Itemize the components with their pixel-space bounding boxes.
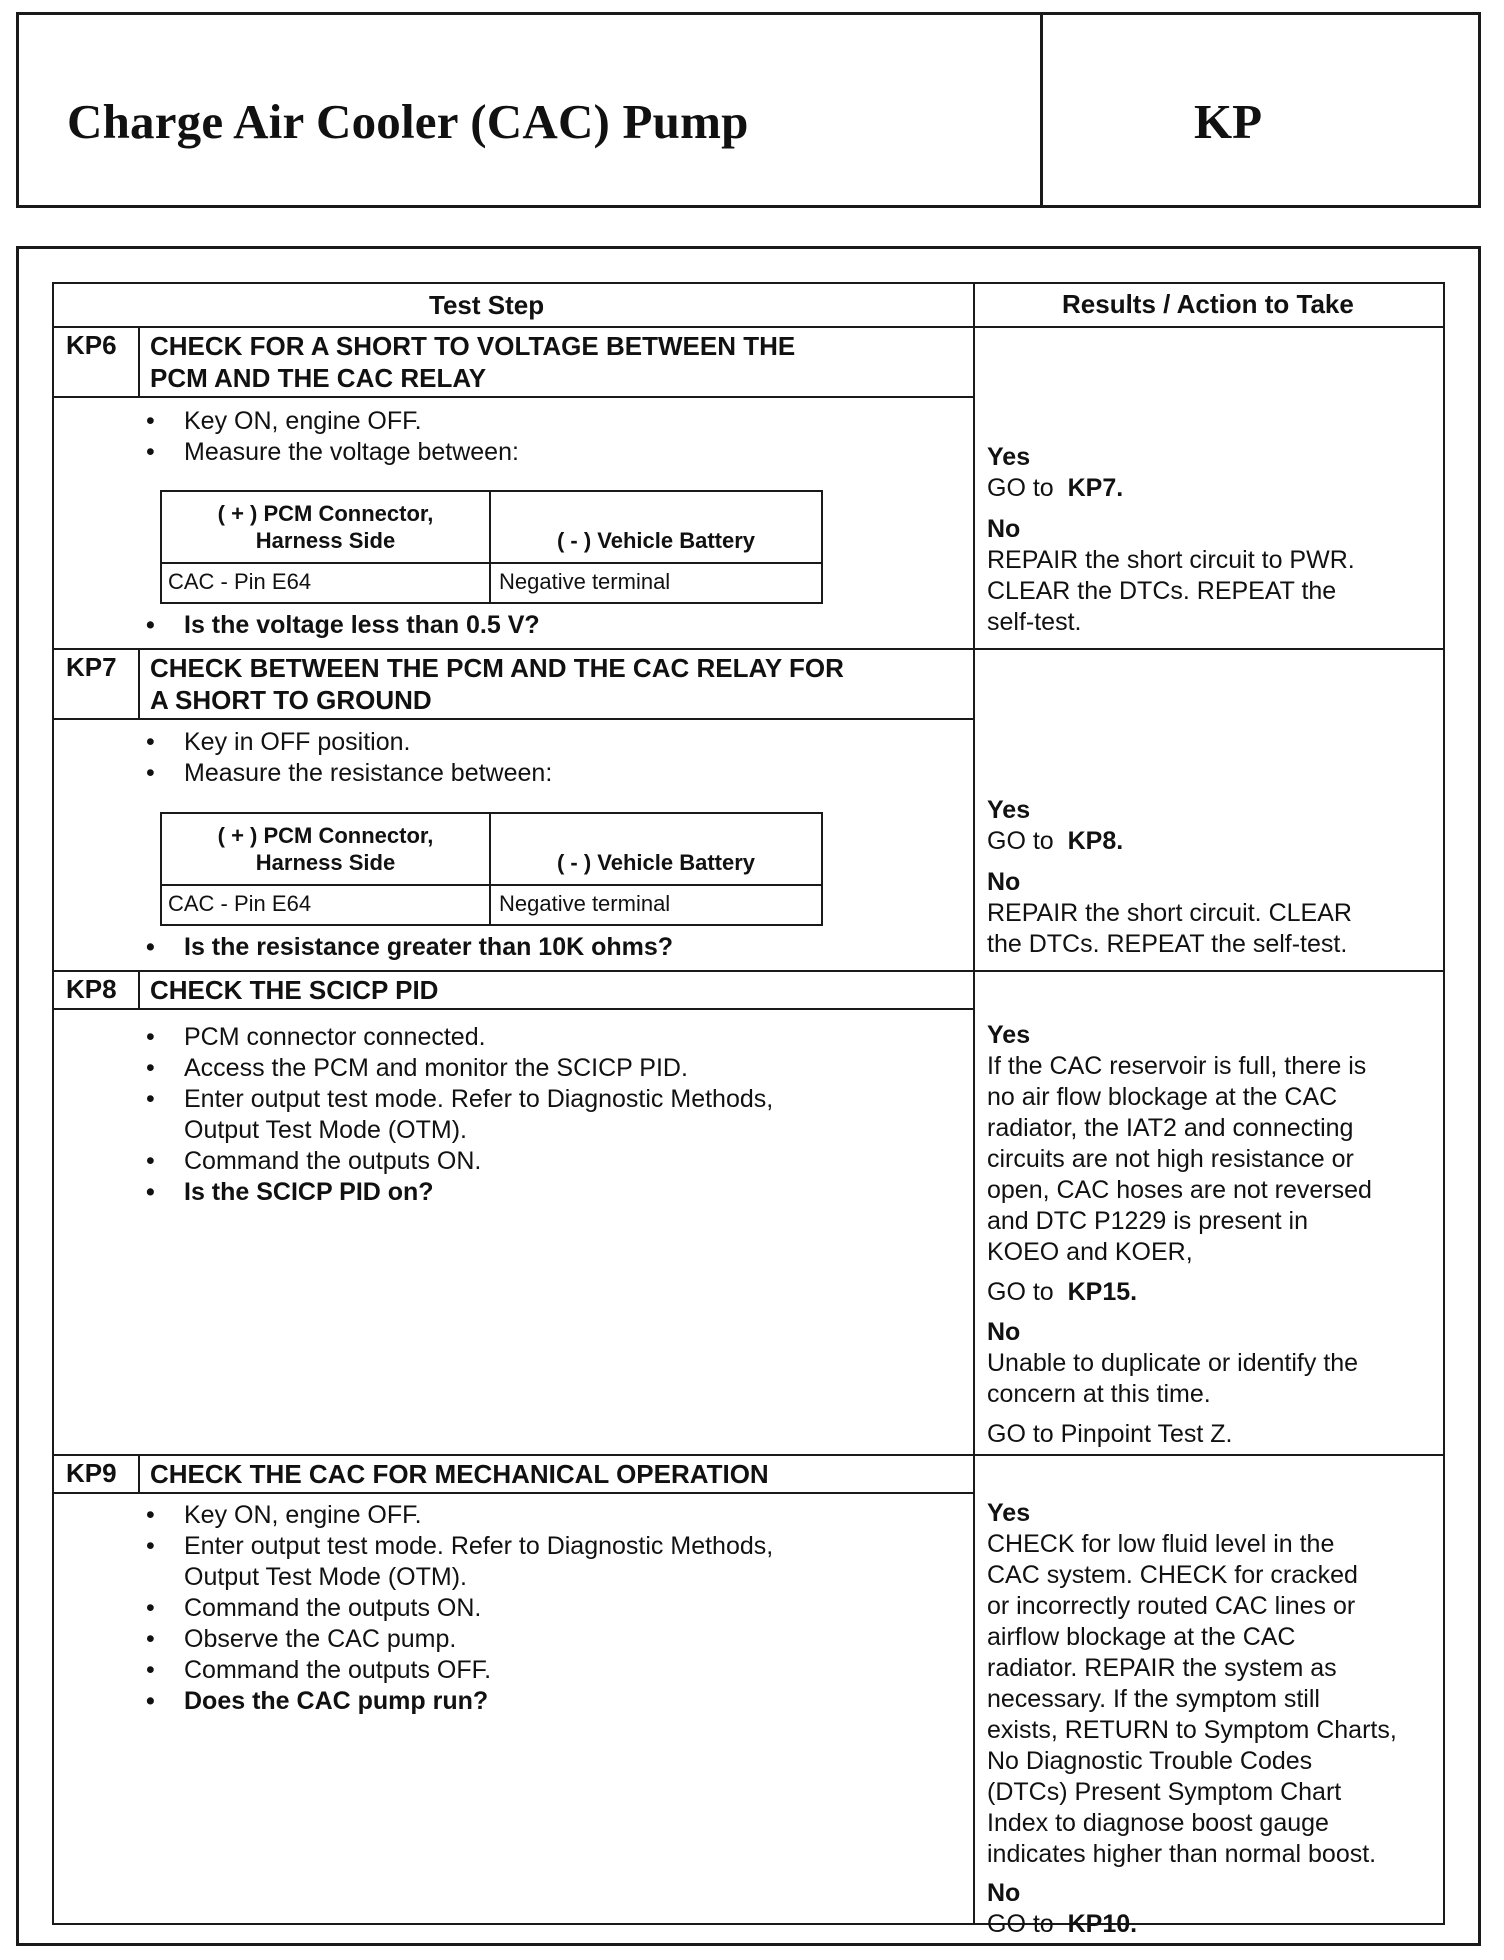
result-line: (DTCs) Present Symptom Chart [987,1778,1342,1806]
goto-target: KP10. [1067,1910,1138,1938]
title-rule [54,718,973,720]
yes-label: Yes [987,796,1031,824]
row-rule [54,648,1443,650]
no-label: No [987,1879,1021,1907]
test-step-table [52,282,1445,1938]
bullet-continuation [144,1115,773,1146]
result-line: radiator, the IAT2 and connecting [987,1114,1354,1142]
bullet-item: • Key ON, engine OFF. [144,406,519,437]
result-line: REPAIR the short circuit. CLEAR [987,899,1352,927]
goto-text: GO to [987,1910,1054,1938]
id-divider [138,328,140,396]
step-title-line1: CHECK THE CAC FOR MECHANICAL OPERATION [150,1459,769,1489]
goto-target: KP8. [1067,827,1124,855]
bullet-item: • Command the outputs OFF. [144,1655,773,1686]
meas-header-negative: ( - ) Vehicle Battery [556,528,756,553]
question-item: • Is the SCICP PID on? [144,1177,773,1208]
result-line: CAC system. CHECK for cracked [987,1561,1358,1589]
no-label: No [987,1318,1021,1346]
step-title-line1: CHECK BETWEEN THE PCM AND THE CAC RELAY FOR [150,653,844,683]
result-line: exists, RETURN to Symptom Charts, [987,1716,1397,1744]
result-kp9 [987,1498,1397,1940]
result-line: Unable to duplicate or identify the [987,1349,1359,1377]
result-line: CLEAR the DTCs. REPEAT the [987,577,1337,605]
step-title-line1: CHECK FOR A SHORT TO VOLTAGE BETWEEN THE [150,331,796,361]
result-line: If the CAC reservoir is full, there is [987,1052,1367,1080]
header-divider [1040,15,1043,205]
section-code: KP [1194,94,1263,149]
step-bullets [144,406,519,468]
goto-text: GO to [987,474,1054,502]
result-line: No Diagnostic Trouble Codes [987,1747,1313,1775]
meas-value-positive: CAC - Pin E64 [168,891,312,916]
bullet-continuation [144,1562,773,1593]
bullet-item: • Key ON, engine OFF. [144,1500,773,1531]
meas-value-positive: CAC - Pin E64 [168,569,312,594]
result-line: radiator. REPAIR the system as [987,1654,1337,1682]
step-bullets [144,727,552,789]
meas-value-negative: Negative terminal [499,569,671,594]
page-header [16,12,1481,208]
bullet-item: • Observe the CAC pump. [144,1624,773,1655]
result-line: KOEO and KOER, [987,1238,1193,1266]
bullet-item: • Key in OFF position. [144,727,552,758]
result-line: the DTCs. REPEAT the self-test. [987,930,1348,958]
header-test-step: Test Step [429,290,545,320]
bullet-continuation-text: Output Test Mode (OTM). [184,1563,467,1591]
column-divider [973,284,975,1923]
bullet-item: • Access the PCM and monitor the SCICP PID. [144,1053,773,1084]
meas-header-positive-sub: Harness Side [255,528,396,553]
result-line: no air flow blockage at the CAC [987,1083,1338,1111]
bullet-item: • Command the outputs ON. [144,1593,773,1624]
bullet-item: • Measure the resistance between: [144,758,552,789]
id-divider [138,972,140,1008]
header-results: Results / Action to Take [1062,289,1354,319]
result-line: REPAIR the short circuit to PWR. [987,546,1355,574]
meas-rule [162,884,821,886]
meas-header-positive: ( + ) PCM Connector, [217,823,434,848]
bullet-item: • Command the outputs ON. [144,1146,773,1177]
bullet-item: • Measure the voltage between: [144,437,519,468]
question-item: • Is the voltage less than 0.5 V? [144,610,540,641]
title-rule [54,396,973,398]
step-question [144,610,540,641]
step-id-kp9: KP9 [66,1458,117,1488]
row-rule [54,970,1443,972]
step-question [144,932,673,963]
yes-label: Yes [987,1499,1031,1527]
goto-text: GO to [987,827,1054,855]
result-line: airflow blockage at the CAC [987,1623,1296,1651]
row-rule [54,1454,1443,1456]
measurement-table [160,812,823,926]
measurement-table [160,490,823,604]
result-line: open, CAC hoses are not reversed [987,1176,1372,1204]
question-item: • Is the resistance greater than 10K ohms? [144,932,673,963]
step-bullets [144,1022,773,1208]
step-title-line2: A SHORT TO GROUND [150,685,432,715]
meas-header-positive: ( + ) PCM Connector, [217,501,434,526]
id-divider [138,650,140,718]
result-line: Index to diagnose boost gauge [987,1809,1329,1837]
result-line: and DTC P1229 is present in [987,1207,1309,1235]
meas-rule [162,562,821,564]
question-item: • Does the CAC pump run? [144,1686,773,1717]
page-title: Charge Air Cooler (CAC) Pump [67,94,749,149]
bullet-item: • Enter output test mode. Refer to Diagnostic Methods, [144,1531,773,1562]
step-title-line2: PCM AND THE CAC RELAY [150,363,487,393]
header-rule [54,326,1443,328]
yes-label: Yes [987,443,1031,471]
result-line: or incorrectly routed CAC lines or [987,1592,1356,1620]
yes-label: Yes [987,1021,1031,1049]
step-title-line1: CHECK THE SCICP PID [150,975,439,1005]
no-label: No [987,515,1021,543]
step-id-kp8: KP8 [66,974,117,1004]
bullet-item: • Enter output test mode. Refer to Diagnostic Methods, [144,1084,773,1115]
id-divider [138,1456,140,1492]
goto-text: GO to [987,1278,1054,1306]
result-line: circuits are not high resistance or [987,1145,1354,1173]
goto-target: KP15. [1067,1278,1138,1306]
step-id-kp7: KP7 [66,652,117,682]
result-kp7 [987,795,1352,960]
meas-header-negative: ( - ) Vehicle Battery [556,850,756,875]
result-kp6 [987,442,1355,638]
result-line: necessary. If the symptom still [987,1685,1320,1713]
title-rule [54,1008,973,1010]
no-label: No [987,868,1021,896]
result-line: concern at this time. [987,1380,1211,1408]
meas-value-negative: Negative terminal [499,891,671,916]
meas-header-positive-sub: Harness Side [255,850,396,875]
goto-line: GO to Pinpoint Test Z. [987,1420,1233,1448]
result-line: indicates higher than normal boost. [987,1840,1377,1868]
goto-target: KP7. [1067,474,1124,502]
bullet-continuation-text: Output Test Mode (OTM). [184,1116,467,1144]
result-kp8 [987,1020,1372,1450]
result-line: self-test. [987,608,1082,636]
step-id-kp6: KP6 [66,330,117,360]
result-line: CHECK for low fluid level in the [987,1530,1335,1558]
step-bullets [144,1500,773,1717]
bullet-item: • PCM connector connected. [144,1022,773,1053]
title-rule [54,1492,973,1494]
